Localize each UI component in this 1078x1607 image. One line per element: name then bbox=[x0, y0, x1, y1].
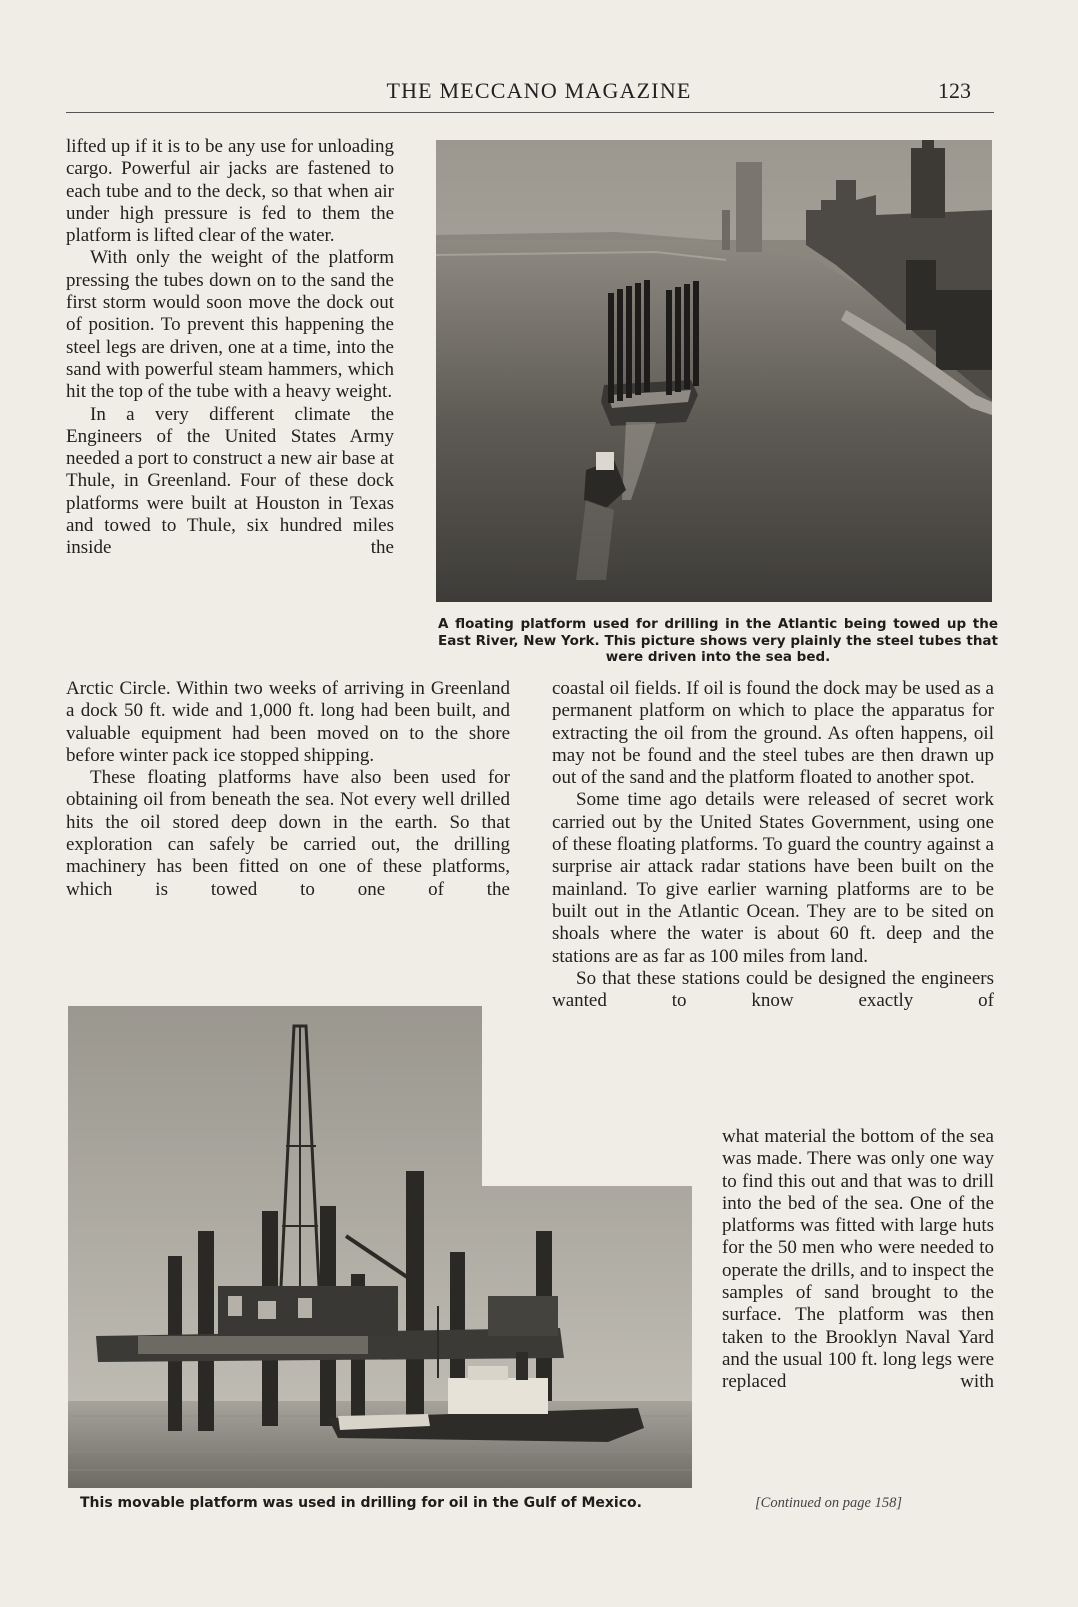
east-river-photo bbox=[436, 140, 992, 602]
column-1-top bbox=[66, 136, 394, 560]
paragraph: These floating platforms have also been used for obtaining oil from beneath the sea. Not every well drilled hits the oil stored deep down in the earth. So that exploration can safely be carried out, the drilling machinery has been fitted on one of these platforms, which is towed to one of the bbox=[66, 767, 510, 900]
continued-note: [Continued on page 158] bbox=[755, 1495, 903, 1511]
paragraph: In a very different climate the Engineers of the United States Army needed a port to construct a new air base at Thule, in Greenland. Four of these dock platforms were built at Houston in Texas and towed to Thule, six hundred miles inside the bbox=[66, 403, 394, 559]
magazine-title: THE MECCANO MAGAZINE bbox=[386, 78, 692, 103]
paragraph: what material the bottom of the sea was made. There was only one way to find this out and that was to drill into the bed of the sea. One of the platforms was fitted with large huts for the 50 men who were needed to operate the drills, and to inspect the samples of sand brought to the surface. The platform was then taken to the Brooklyn Naval Yard and the usual 100 ft. long legs were replaced with bbox=[722, 1126, 994, 1393]
column-2-narrow bbox=[722, 1126, 994, 1394]
page-number: 123 bbox=[938, 78, 971, 103]
bottom-photo-caption: This movable platform was used in drilling for oil in the Gulf of Mexico. bbox=[80, 1495, 642, 1511]
top-photo-caption: A floating platform used for drilling in the Atlantic being towed up the East River, New York. This picture shows very plainly the steel tubes that were driven into the sea bed. bbox=[438, 616, 998, 665]
column-1-bottom bbox=[66, 678, 510, 901]
paragraph: lifted up if it is to be any use for unloading cargo. Powerful air jacks are fastened to each tube and to the deck, so that when air under high pressure is fed to them the platform is lifted clear of the water. bbox=[66, 136, 394, 247]
paragraph: Some time ago details were released of secret work carried out by the United States Government, using one of these floating platforms. To guard the country against a surprise air attack radar stations have been built on the mainland. To give earlier warning platforms are to be built out in the Atlantic Ocean. They are to be sited on shoals where the water is about 60 ft. deep and the stations are as far as 100 miles from land. bbox=[552, 789, 994, 967]
paragraph: coastal oil fields. If oil is found the dock may be used as a permanent platform on which to place the apparatus for extracting the oil from the ground. As often happens, oil may not be found and the steel tubes are then drawn up out of the sand and the platform floated to another spot. bbox=[552, 678, 994, 789]
paragraph: So that these stations could be designed the engineers wanted to know exactly of bbox=[552, 967, 994, 1012]
paragraph: With only the weight of the platform pressing the tubes down on to the sand the first storm would soon move the dock out of position. To prevent this happening the steel legs are driven, one at a time, into the sand with powerful steam hammers, which hit the top of the tube with a heavy weight. bbox=[66, 247, 394, 403]
header-rule bbox=[66, 112, 994, 113]
drilling-platform-photo bbox=[68, 1006, 692, 1488]
paragraph: Arctic Circle. Within two weeks of arriving in Greenland a dock 50 ft. wide and 1,000 ft. long had been built, and valuable equipment had been moved on to the shore before winter pack ice stopped shipping. bbox=[66, 678, 510, 766]
column-2-top bbox=[552, 678, 994, 1012]
